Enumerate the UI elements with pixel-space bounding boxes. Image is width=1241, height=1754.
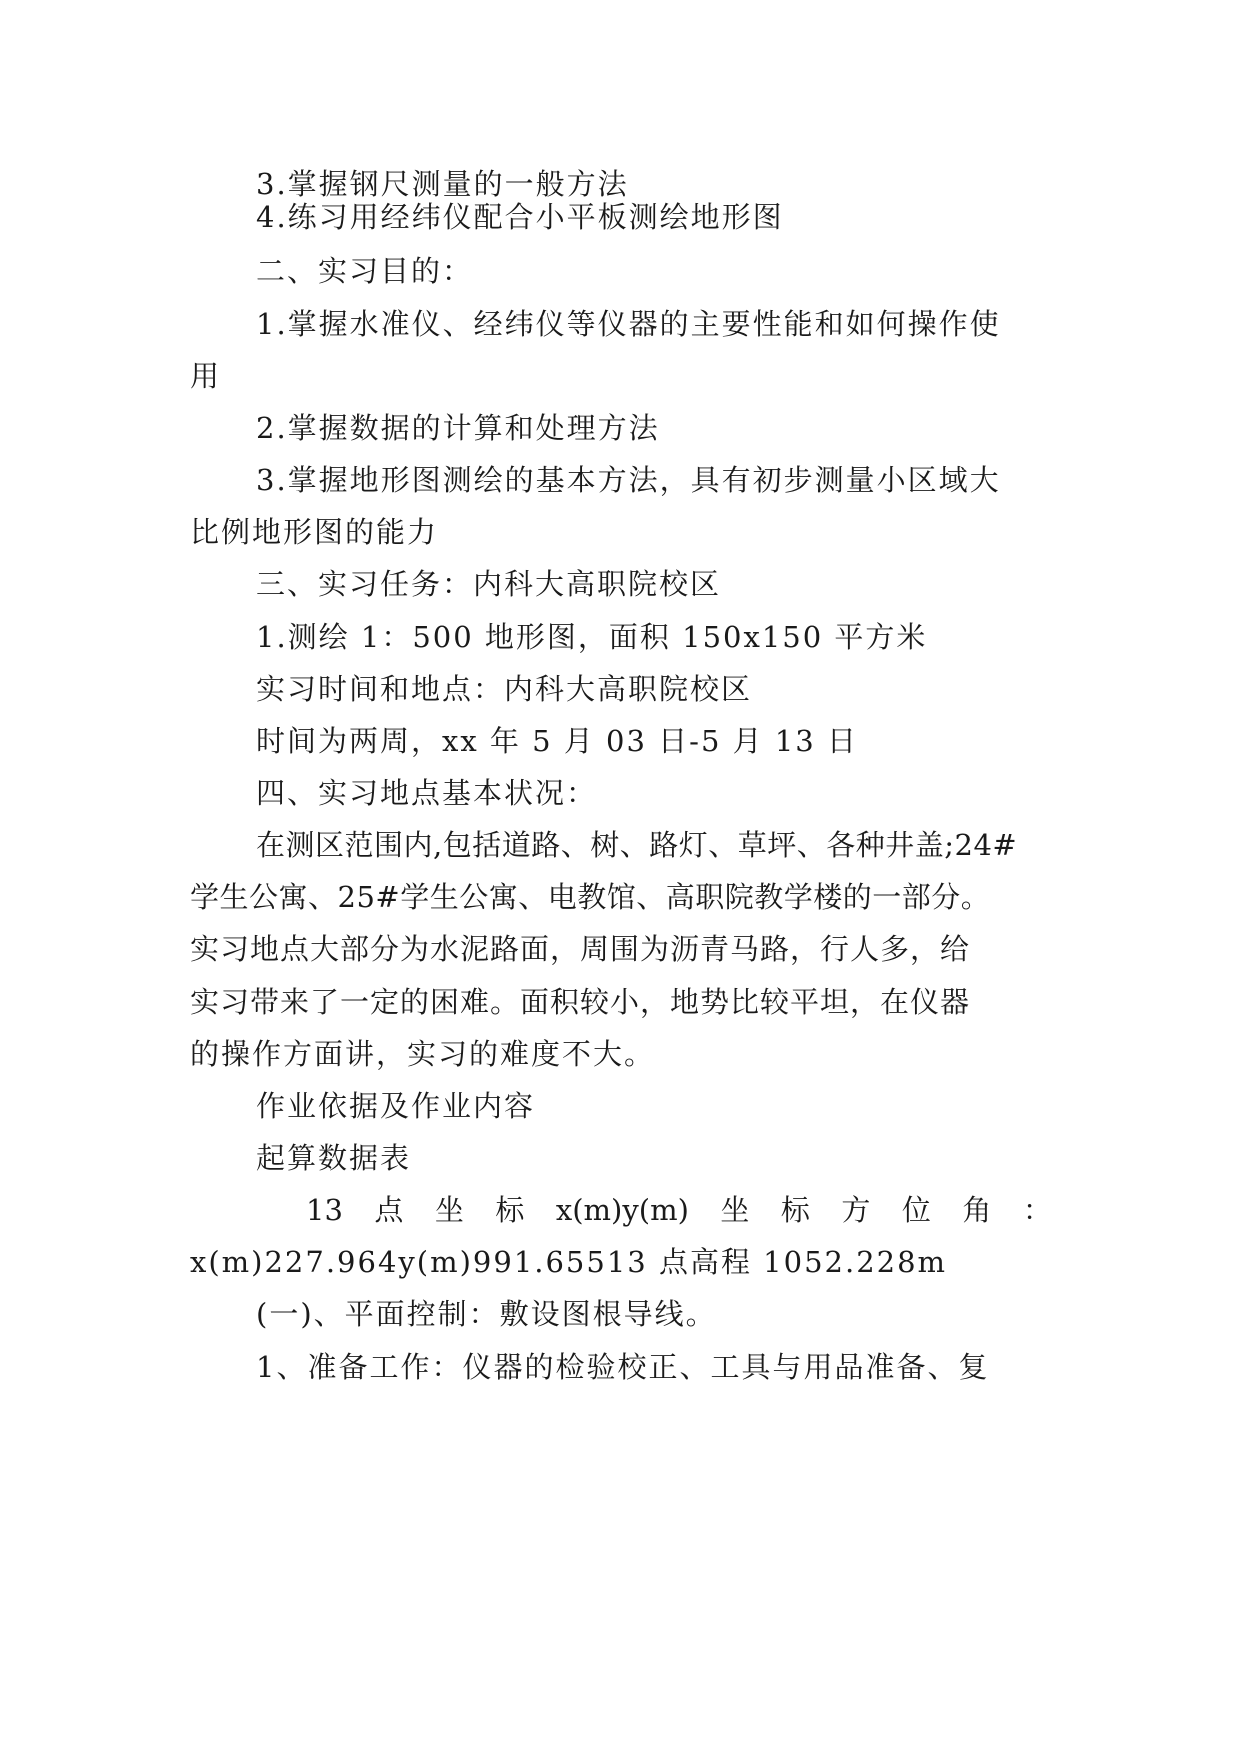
text-token: 位 (901, 1193, 931, 1227)
text-line: 在测区范围内,包括道路、树、路灯、草坪、各种井盖;24# (256, 828, 1018, 862)
text-token: x(m)y(m) (555, 1193, 689, 1227)
text-line: 实习地点大部分为水泥路面，周围为沥青马路，行人多，给 (190, 932, 971, 966)
text-line: 3.掌握地形图测绘的基本方法，具有初步测量小区域大 (256, 463, 1001, 497)
text-line: 四、实习地点基本状况： (256, 776, 598, 810)
spaced-text-line (306, 1190, 1052, 1230)
text-line: 起算数据表 (256, 1141, 412, 1175)
text-line: 实习时间和地点：内科大高职院校区 (256, 672, 753, 706)
text-line: 1、准备工作：仪器的检验校正、工具与用品准备、复 (256, 1350, 990, 1384)
text-line: 1.测绘 1：500 地形图，面积 150x150 平方米 (256, 620, 928, 654)
text-token: 坐 (434, 1193, 464, 1227)
text-token: 标 (495, 1193, 525, 1227)
text-token: 角 (962, 1193, 992, 1227)
text-line: 用 (190, 359, 222, 393)
text-line: 学生公寓、25#学生公寓、电教馆、高职院教学楼的一部分。 (190, 880, 991, 914)
text-line: (一)、平面控制：敷设图根导线。 (256, 1297, 717, 1331)
text-line: 二、实习目的： (256, 254, 474, 288)
text-line: x(m)227.964y(m)991.65513 点高程 1052.228m (190, 1245, 948, 1279)
text-line: 1.掌握水准仪、经纬仪等仪器的主要性能和如何操作使 (256, 307, 1001, 341)
text-token: 点 (374, 1193, 404, 1227)
text-line: 作业依据及作业内容 (256, 1089, 536, 1123)
text-token: ： (1022, 1193, 1052, 1227)
text-line: 2.掌握数据的计算和处理方法 (256, 411, 660, 445)
text-line: 时间为两周，xx 年 5 月 03 日-5 月 13 日 (256, 724, 858, 758)
text-line: 三、实习任务：内科大高职院校区 (256, 567, 722, 601)
text-token: 坐 (720, 1193, 750, 1227)
text-token: 13 (306, 1193, 343, 1227)
text-line: 比例地形图的能力 (190, 515, 439, 549)
text-line: 实习带来了一定的困难。面积较小，地势比较平坦，在仪器 (190, 985, 971, 1019)
text-line: 4.练习用经纬仪配合小平板测绘地形图 (256, 200, 784, 234)
text-line: 3.掌握钢尺测量的一般方法 (256, 167, 629, 201)
text-token: 标 (780, 1193, 810, 1227)
text-line: 的操作方面讲，实习的难度不大。 (190, 1037, 656, 1071)
text-token: 方 (841, 1193, 871, 1227)
